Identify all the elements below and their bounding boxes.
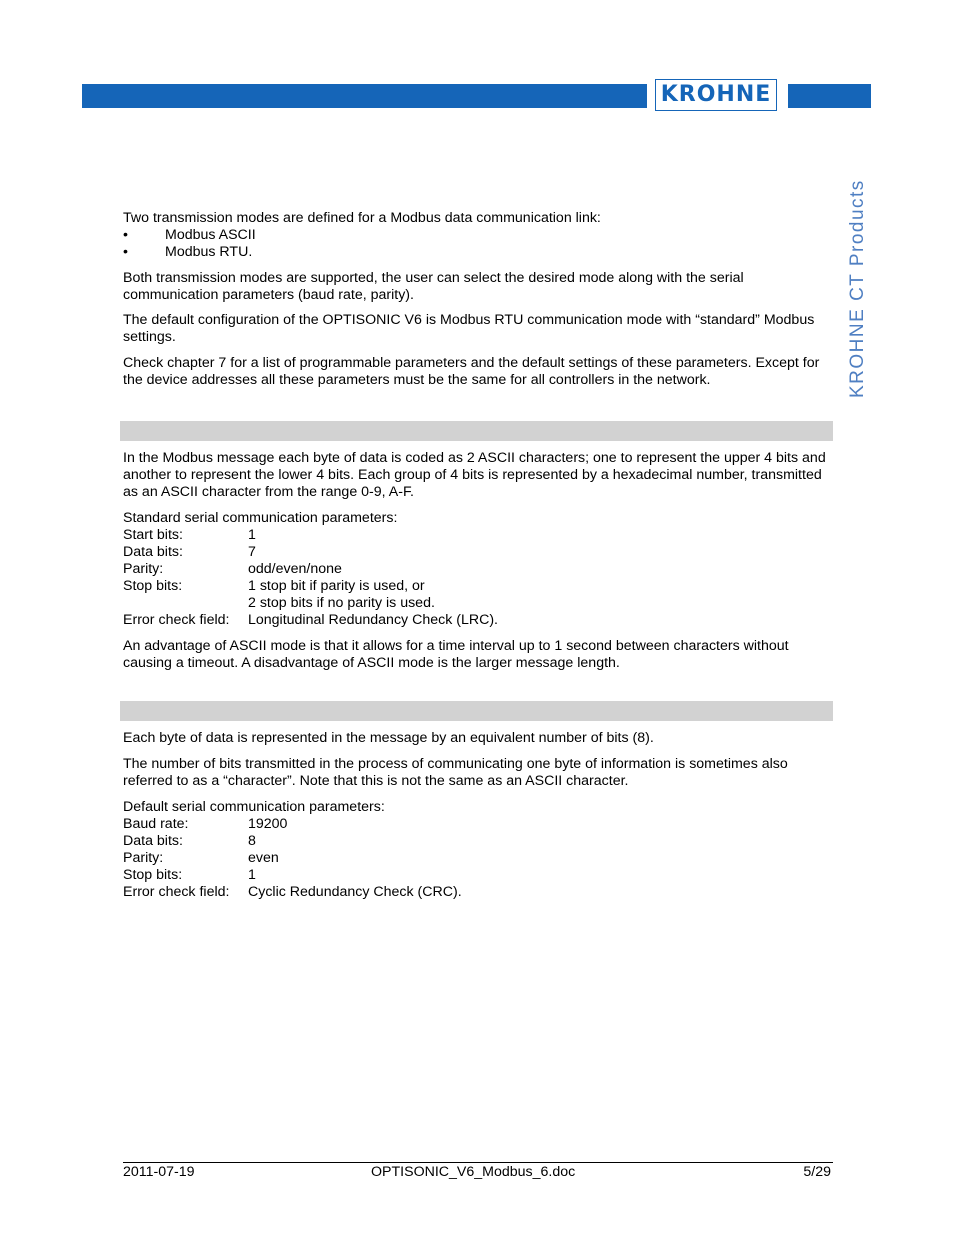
- section-heading-bar: [120, 421, 833, 441]
- params-title: Standard serial communication parameters:: [123, 510, 398, 526]
- param-key: Parity:: [123, 850, 164, 866]
- section-heading-bar: [120, 701, 833, 721]
- param-row: [123, 612, 833, 629]
- footer-page-number: 5/29: [803, 1164, 831, 1180]
- param-row: [123, 833, 833, 850]
- param-value: 1 stop bit if parity is used, or: [248, 578, 425, 594]
- bullet-text: Modbus RTU.: [165, 244, 253, 260]
- intro-lead: Two transmission modes are defined for a Modbus data communication link:: [123, 210, 601, 226]
- param-key: Stop bits:: [123, 578, 183, 594]
- param-value: Cyclic Redundancy Check (CRC).: [248, 884, 462, 900]
- param-key: Data bits:: [123, 544, 183, 560]
- list-item: [123, 244, 833, 261]
- param-key: Start bits:: [123, 527, 183, 543]
- param-value: 7: [248, 544, 256, 560]
- ascii-paragraph: An advantage of ASCII mode is that it allows for a time interval up to 1 second between characters without causing a timeout. A disadvantage of ASCII mode is the larger message length.: [123, 638, 789, 671]
- param-value: 19200: [248, 816, 288, 832]
- rtu-paragraph: Each byte of data is represented in the message by an equivalent number of bits (8).: [123, 730, 654, 746]
- param-row: [123, 578, 833, 595]
- param-key: Stop bits:: [123, 867, 183, 883]
- intro-section: [123, 210, 833, 389]
- footer-divider: [123, 1162, 833, 1163]
- bullet-icon: •: [123, 244, 128, 260]
- intro-paragraph: Both transmission modes are supported, the user can select the desired mode along with the serial communication parameters (baud rate, parity).: [123, 270, 744, 303]
- param-row: [123, 561, 833, 578]
- params-title: Default serial communication parameters:: [123, 799, 385, 815]
- bullet-text: Modbus ASCII: [165, 227, 256, 243]
- footer-date: 2011-07-19: [123, 1164, 195, 1180]
- param-row: [123, 816, 833, 833]
- param-value: Longitudinal Redundancy Check (LRC).: [248, 612, 498, 628]
- header-bar-right: [788, 84, 871, 108]
- header-bar-left: [82, 84, 647, 108]
- param-row: [123, 867, 833, 884]
- param-value: even: [248, 850, 279, 866]
- param-row: [123, 595, 833, 612]
- param-key: [123, 595, 248, 612]
- param-value: 1: [248, 867, 256, 883]
- rtu-paragraph: The number of bits transmitted in the process of communicating one byte of information is sometimes also referred to as a “character”. Note that this is not the same as an ASCII character.: [123, 756, 788, 789]
- logo-text: KROHNE: [660, 82, 772, 107]
- intro-paragraph: The default configuration of the OPTISONIC V6 is Modbus RTU communication mode with “standard” Modbus settings.: [123, 312, 815, 345]
- param-key: Data bits:: [123, 833, 183, 849]
- param-row: [123, 527, 833, 544]
- param-value: 2 stop bits if no parity is used.: [248, 595, 435, 611]
- bullet-icon: •: [123, 227, 128, 243]
- ascii-paragraph: In the Modbus message each byte of data is coded as 2 ASCII characters; one to represent the upper 4 bits and another to represent the lower 4 bits. Each group of 4 bits is represented by a hexadecimal number, transmitted as an ASCII character from the range 0-9, A-F.: [123, 450, 826, 500]
- param-row: [123, 884, 833, 901]
- param-key: Baud rate:: [123, 816, 189, 832]
- intro-paragraph: Check chapter 7 for a list of programmable parameters and the default settings of these parameters. Except for the device addresses all these parameters must be the same for all controllers in the network.: [123, 355, 820, 388]
- param-value: odd/even/none: [248, 561, 342, 577]
- side-label: KROHNE CT Products: [847, 179, 868, 398]
- footer-filename: OPTISONIC_V6_Modbus_6.doc: [371, 1164, 576, 1180]
- param-key: Error check field:: [123, 884, 230, 900]
- list-item: [123, 227, 833, 244]
- krohne-logo: [655, 79, 777, 111]
- ascii-section: [123, 450, 833, 672]
- param-value: 1: [248, 527, 256, 543]
- param-value: 8: [248, 833, 256, 849]
- param-row: [123, 850, 833, 867]
- param-row: [123, 544, 833, 561]
- rtu-section: [123, 730, 833, 901]
- param-key: Error check field:: [123, 612, 230, 628]
- param-key: Parity:: [123, 561, 164, 577]
